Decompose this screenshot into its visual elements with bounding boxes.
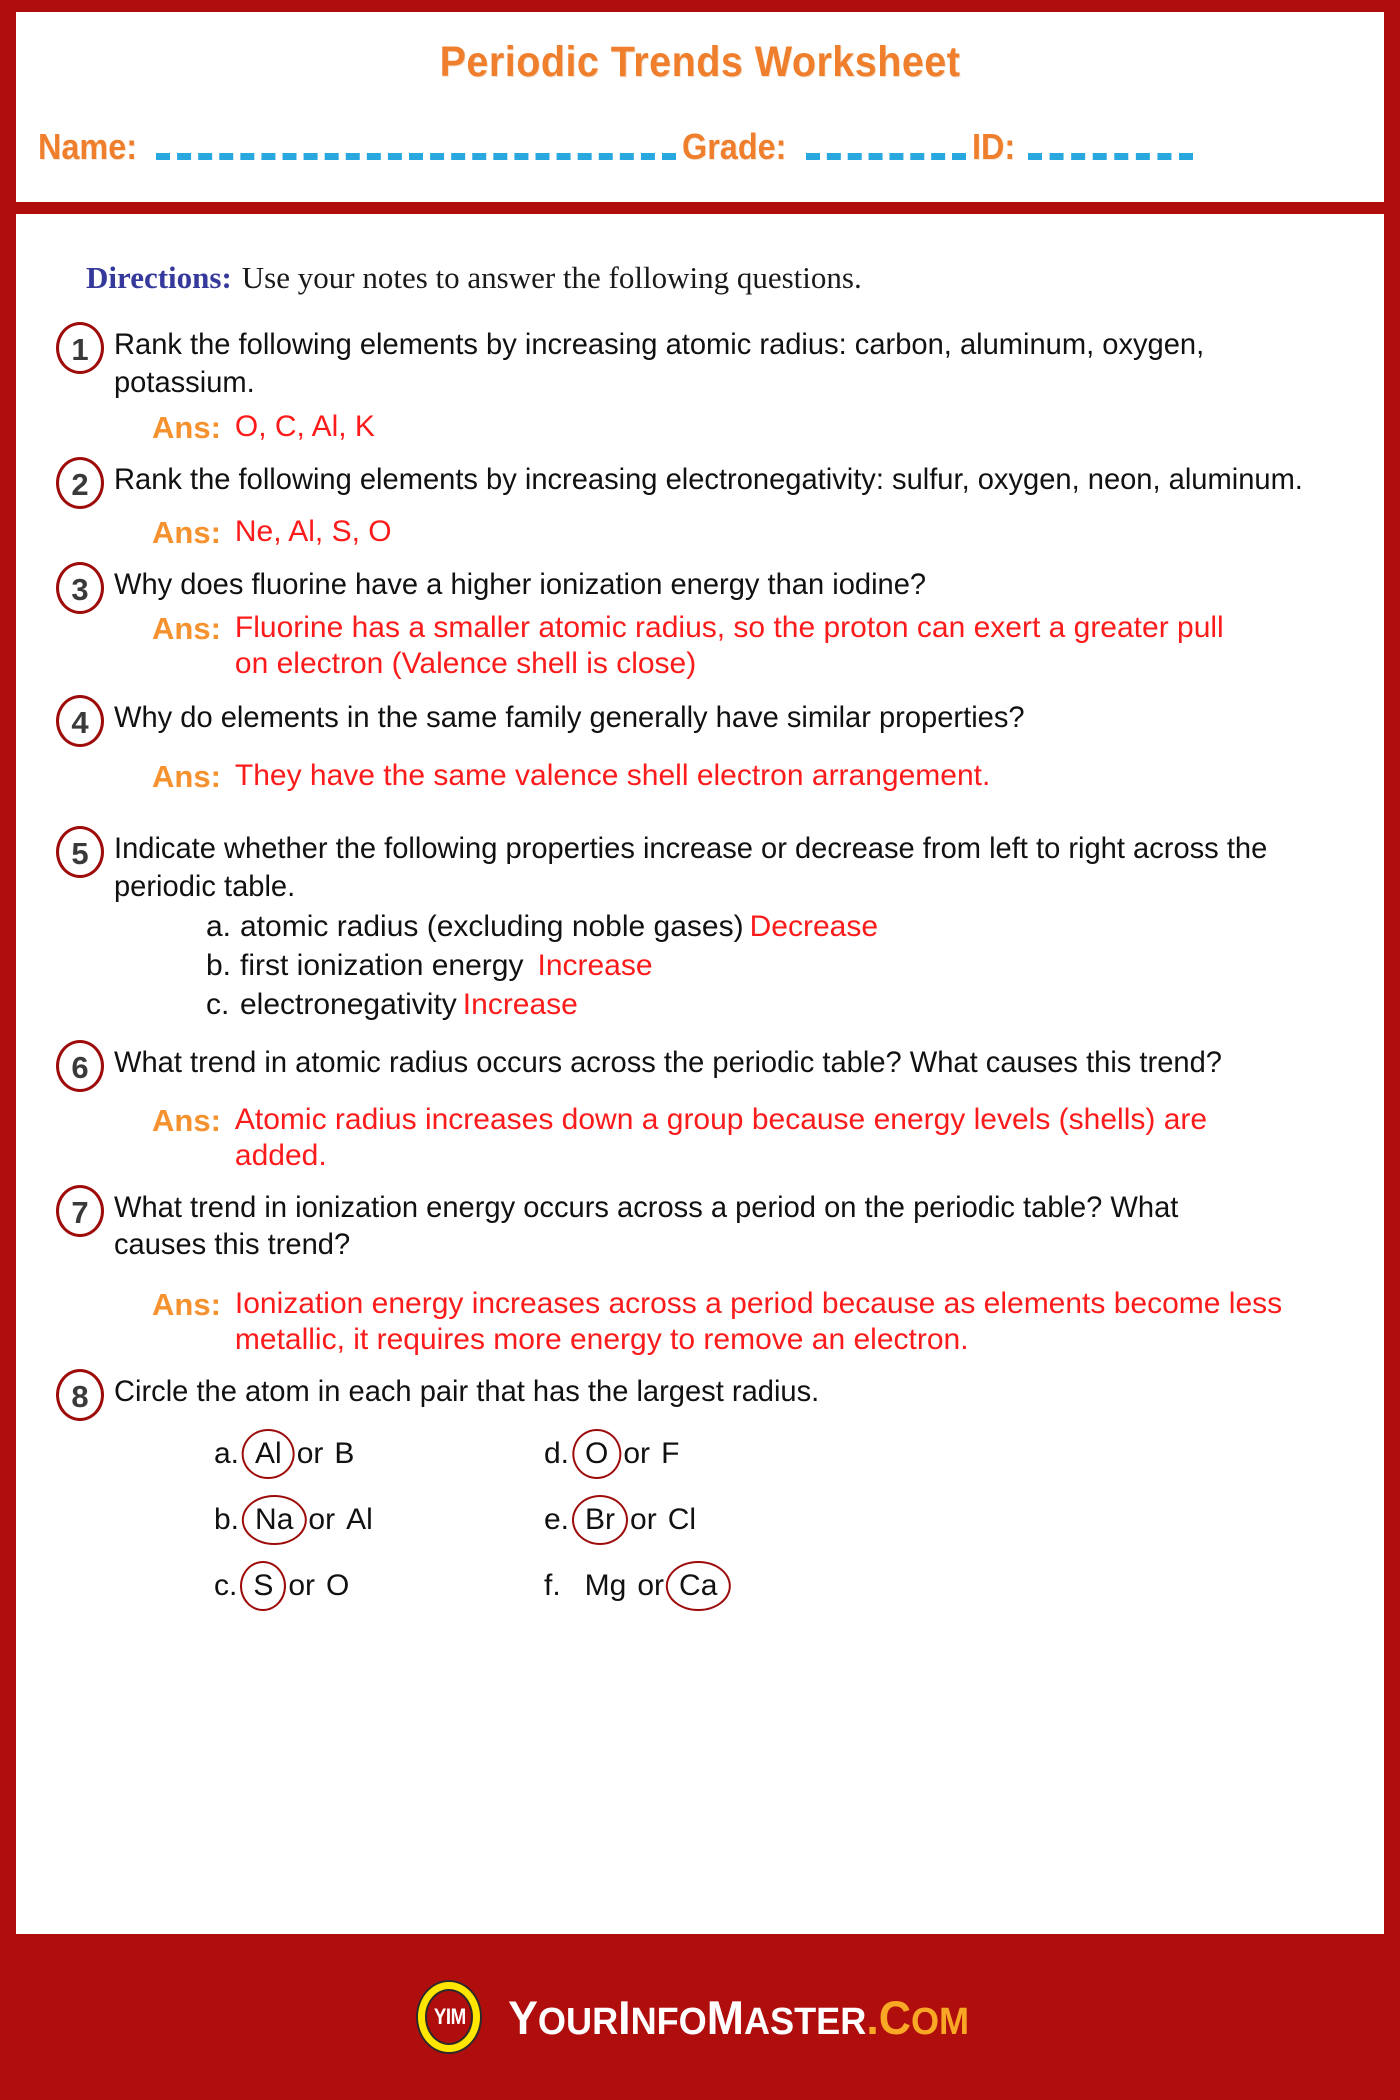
brand-aster: ASTER [744,2000,867,2043]
answer-row-6 [152,1102,1354,1175]
question-text-6: What trend in atomic radius occurs across the periodic table? What causes this trend? [114,1046,1222,1080]
answer-text-2[interactable]: Ne, Al, S, O [234,515,392,549]
header-body-divider [16,202,1384,214]
pair-option-right-e[interactable]: Cl [667,1502,697,1536]
question-text-3: Why does fluorine have a higher ionization energy than iodine? [114,568,927,602]
sublist-answer-b[interactable]: Increase [537,949,653,983]
sublist-text-c: electronegativity [240,988,457,1022]
answer-row-7 [152,1286,1354,1359]
answer-label: Ans: [152,410,221,445]
answer-label: Ans: [152,515,221,551]
worksheet-body [16,214,1384,1934]
brand-our: OUR [538,2000,619,2043]
answer-label: Ans: [152,610,221,646]
question-text-5: Indicate whether the following properties increase or decrease from left to right across the periodic table. [114,832,1268,903]
pair-connector-b: or [308,1502,336,1536]
yim-logo-icon [418,1982,480,2052]
question-3 [44,566,1354,683]
id-input-line[interactable] [1028,153,1193,160]
pair-option-right-b[interactable]: Al [346,1502,373,1536]
question-8 [44,1373,1354,1619]
answer-label: Ans: [152,759,221,795]
question-number-4: 4 [56,695,104,747]
pair-b [214,1487,544,1553]
pair-option-left-b[interactable]: Na [251,1501,297,1539]
directions-text: Use your notes to answer the following questions. [241,260,862,295]
brand-m: M [707,1990,745,2044]
question-4 [44,699,1354,796]
question-1 [44,326,1354,447]
question-number-7: 7 [56,1185,104,1237]
header-card [16,12,1384,202]
brand-i: I [618,1990,631,2044]
answer-text-3[interactable]: Fluorine has a smaller atomic radius, so the proton can exert a greater pull on electron (Valence shell is close) [234,610,1224,681]
directions [86,260,1354,296]
brand-text [508,1990,969,2045]
question-number-6: 6 [56,1040,104,1092]
question-number-8: 8 [56,1369,104,1421]
pair-letter-f: f. [544,1568,561,1602]
answer-label: Ans: [152,1102,221,1138]
question-text-1: Rank the following elements by increasing atomic radius: carbon, aluminum, oxygen, potassium. [114,328,1205,399]
pair-option-right-d[interactable]: F [661,1436,680,1470]
pair-connector-a: or [296,1436,324,1470]
pair-option-right-f[interactable]: Ca [675,1567,721,1605]
brand-dot-c: .C [866,1990,912,2044]
grade-input-line[interactable] [806,153,966,160]
question-5-sublist [206,907,1354,1024]
brand[interactable] [418,1982,981,2052]
page-title: Periodic Trends Worksheet [439,38,961,86]
question-number-5: 5 [56,826,104,878]
pair-letter-c: c. [214,1568,238,1602]
id-label: ID: [972,126,1016,167]
sublist-item-c [206,985,1354,1024]
pair-a [214,1421,544,1487]
sublist-item-b [206,946,1354,985]
question-text-7: What trend in ionization energy occurs across a period on the periodic table? What causes this trend? [114,1190,1179,1262]
answer-row-4 [152,758,1354,796]
pair-connector-c: or [288,1568,316,1602]
pair-connector-f: or [637,1568,665,1602]
directions-label: Directions: [86,260,232,295]
pair-option-left-d[interactable]: O [581,1435,612,1473]
pair-d [544,1421,874,1487]
question-number-3: 3 [56,562,104,614]
question-6 [44,1044,1354,1175]
question-text-8: Circle the atom in each pair that has the largest radius. [114,1375,820,1408]
pair-f [544,1553,874,1619]
pair-c [214,1553,544,1619]
question-2 [44,461,1354,552]
question-number-2: 2 [56,457,104,509]
answer-row-3 [152,610,1354,683]
site-footer [0,1934,1400,2100]
pair-e [544,1487,874,1553]
answer-label: Ans: [152,1286,221,1322]
sublist-letter-a: a. [206,910,232,944]
pair-connector-e: or [630,1502,657,1536]
sublist-text-b: first ionization energy [240,949,524,983]
answer-text-6[interactable]: Atomic radius increases down a group because energy levels (shells) are added. [234,1102,1208,1173]
sublist-text-a: atomic radius (excluding noble gases) [240,910,744,944]
pair-letter-b: b. [214,1502,240,1536]
brand-y: Y [508,1990,539,2044]
sublist-item-a [206,907,1354,946]
question-text-2: Rank the following elements by increasing electronegativity: sulfur, oxygen, neon, aluminum. [114,462,1303,496]
student-info-row [38,126,1374,168]
question-7 [44,1189,1354,1359]
pair-connector-d: or [623,1436,651,1470]
answer-row-1 [152,409,1354,447]
sublist-letter-c: c. [206,988,230,1022]
pair-letter-a: a. [214,1436,240,1470]
yim-logo-text: YIM [433,2004,466,2029]
question-5 [44,830,1354,1024]
brand-nfo: NFO [630,2000,708,2043]
pair-option-left-a[interactable]: Al [251,1435,286,1473]
pair-option-right-a[interactable]: B [334,1436,355,1470]
answer-text-7[interactable]: Ionization energy increases across a period because as elements become less metallic, it requires more energy to remove an electron. [234,1286,1283,1357]
question-8-pair-grid [214,1421,974,1619]
question-number-1: 1 [56,322,104,374]
pair-option-left-c[interactable]: S [249,1567,277,1605]
name-label: Name: [38,126,138,167]
pair-letter-e: e. [544,1502,570,1536]
grade-label: Grade: [682,126,787,167]
sublist-letter-b: b. [206,949,232,983]
pair-option-left-f[interactable]: Mg [584,1568,627,1602]
name-input-line[interactable] [156,153,676,160]
brand-om: OM [911,2000,970,2043]
answer-text-4[interactable]: They have the same valence shell electron arrangement. [234,759,991,793]
answer-text-1[interactable]: O, C, Al, K [234,410,375,443]
sublist-answer-c[interactable]: Increase [462,988,578,1022]
pair-letter-d: d. [544,1436,570,1470]
question-text-4: Why do elements in the same family generally have similar properties? [114,700,1025,734]
answer-row-2 [152,514,1354,552]
sublist-answer-a[interactable]: Decrease [749,910,879,944]
pair-option-left-e[interactable]: Br [581,1501,619,1539]
pair-option-right-c[interactable]: O [326,1568,350,1602]
